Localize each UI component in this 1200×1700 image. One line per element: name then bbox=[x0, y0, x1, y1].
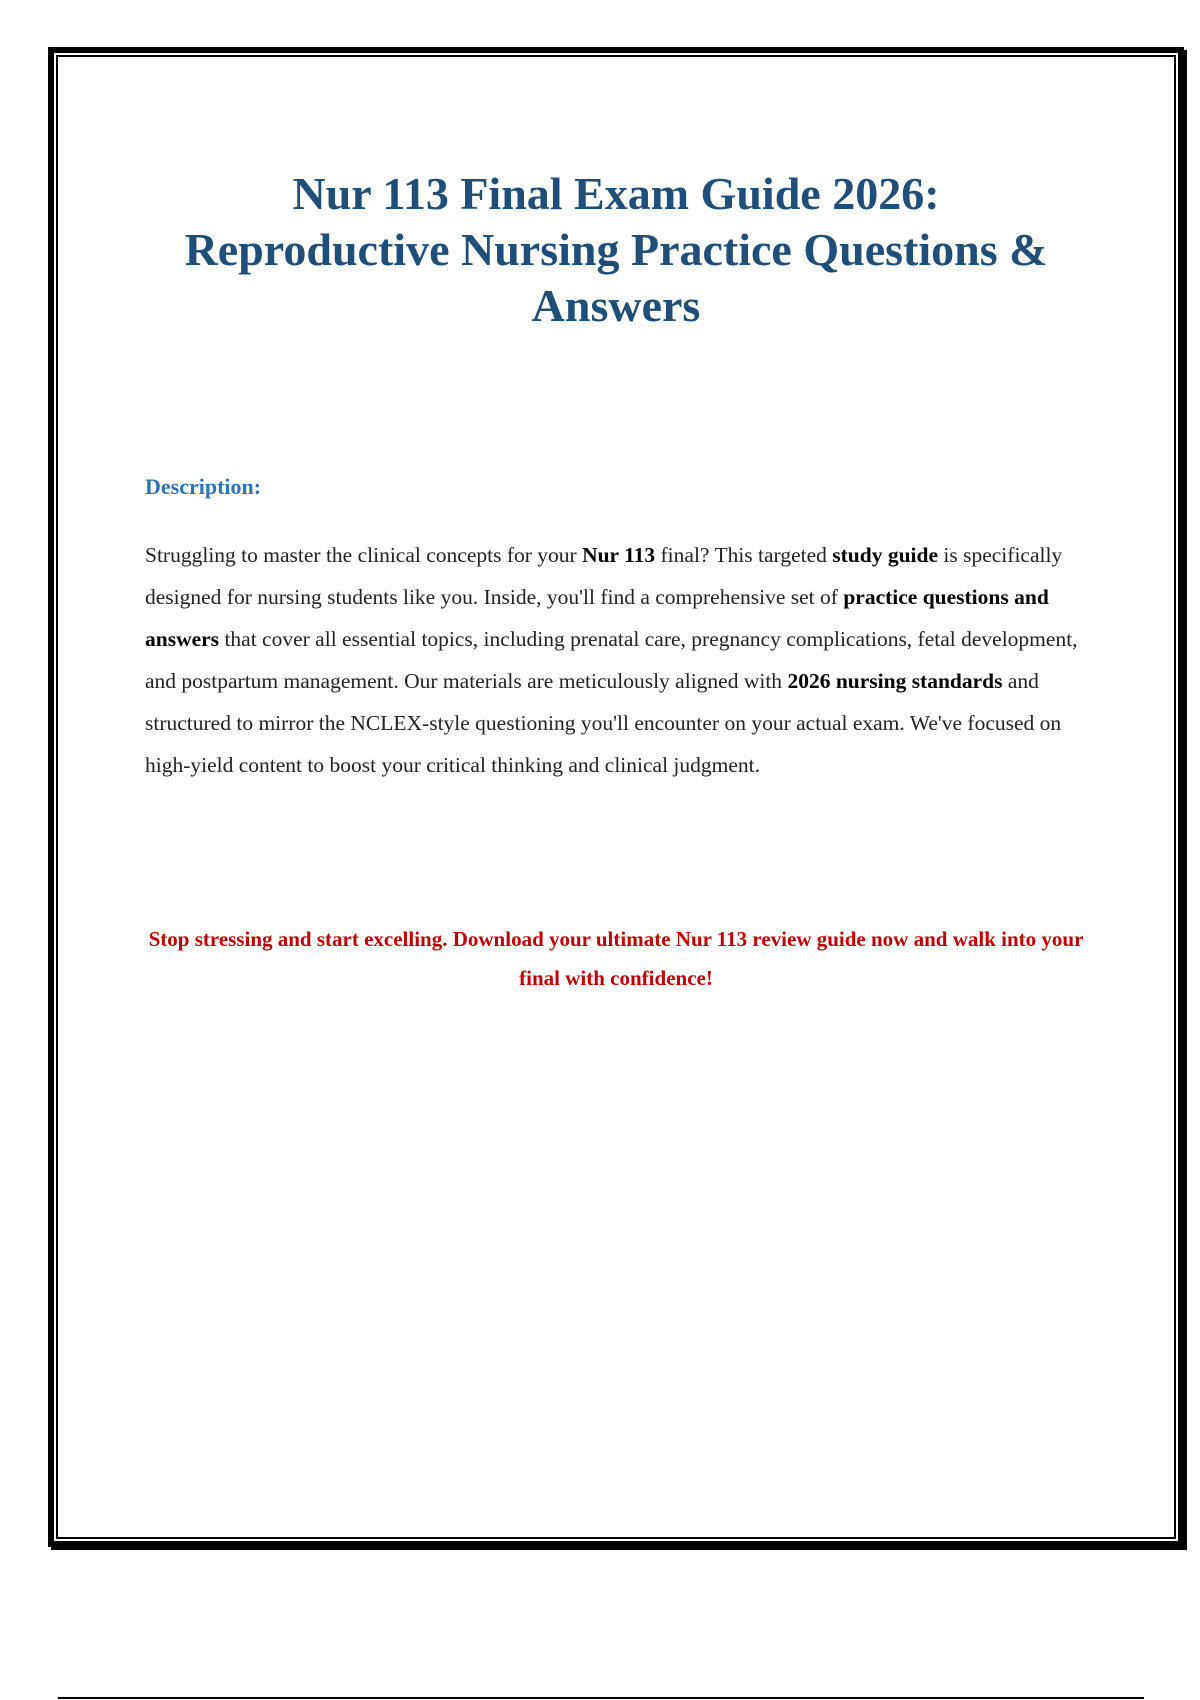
title-line-1: Nur 113 Final Exam Guide 2026: bbox=[292, 168, 940, 219]
description-paragraph bbox=[145, 534, 1095, 786]
practice-questions-bold: practice questions and answers bbox=[145, 585, 1049, 651]
document-title bbox=[100, 166, 1132, 334]
description-text: Struggling to master the clinical concepts for your bbox=[145, 543, 583, 567]
description-text: that cover all essential topics, including prenatal care, pregnancy complications, fetal development, and postpartum management. Our materials are meticulously aligned with bbox=[145, 627, 1078, 693]
study-guide-bold: study guide bbox=[832, 543, 939, 567]
footer-rule bbox=[58, 1697, 1144, 1699]
nursing-standards-bold: 2026 nursing standards bbox=[787, 669, 1003, 693]
description-text: and structured to mirror the NCLEX-style questioning you'll encounter on your actual exam. We've focused on high-yield content to boost your critical thinking and clinical judgment. bbox=[145, 669, 1062, 777]
title-line-2: Reproductive Nursing Practice Questions & bbox=[184, 224, 1048, 275]
call-to-action: Stop stressing and start excelling. Download your ultimate Nur 113 review guide now and walk into your final with confidence! bbox=[148, 927, 1084, 990]
description-text: final? This targeted bbox=[655, 543, 833, 567]
description-label: Description: bbox=[145, 474, 262, 499]
description-text: is specifically designed for nursing students like you. Inside, you'll find a comprehensive set of bbox=[145, 543, 1063, 609]
course-code-bold: Nur 113 bbox=[582, 543, 656, 567]
title-line-3: Answers bbox=[531, 280, 701, 331]
